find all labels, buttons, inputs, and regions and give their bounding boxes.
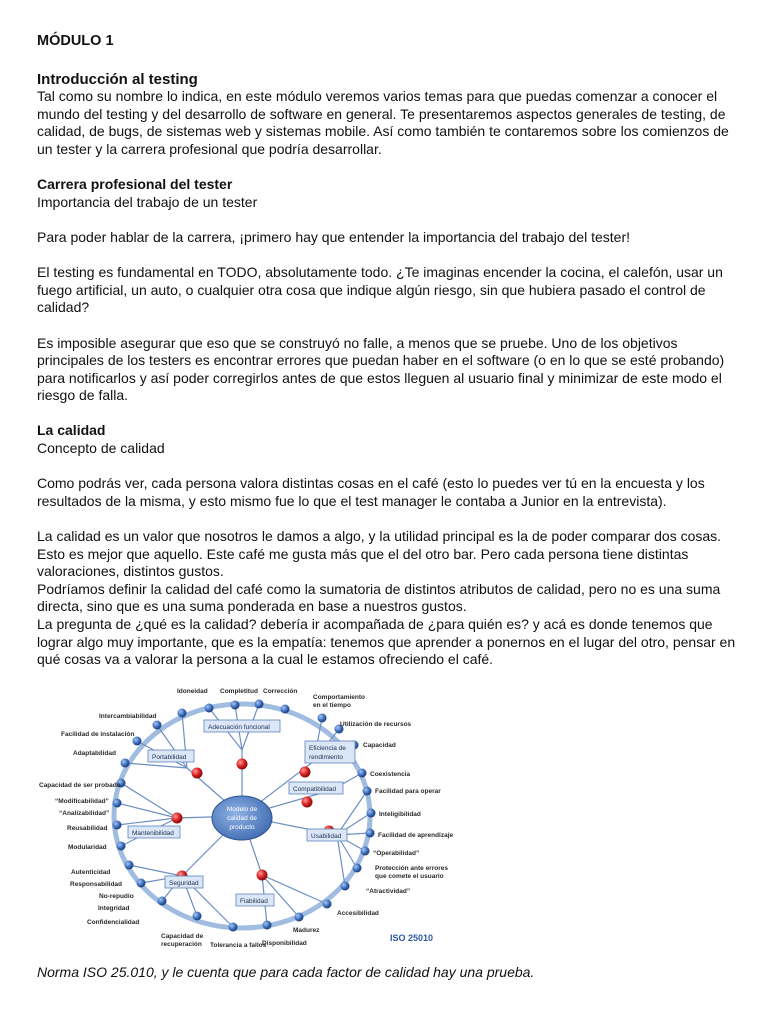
sub-label: Capacidad de <box>161 933 204 940</box>
intro-heading: Introducción al testing <box>37 70 198 88</box>
char-security: Seguridad <box>169 880 199 887</box>
sub-label: “Atractividad” <box>366 888 411 895</box>
sub-label: Facilidad de aprendizaje <box>378 832 454 839</box>
sub-label: Comportamiento <box>313 694 365 701</box>
char-reliability: Fiabilidad <box>240 898 268 905</box>
sub-label: “Operabilidad” <box>373 850 420 857</box>
sub-label: Capacidad de ser probado <box>39 782 121 789</box>
sub-label: Inteligibilidad <box>379 811 421 818</box>
document-body <box>37 33 737 669</box>
sub-label: Accesibilidad <box>337 910 379 917</box>
quality-paragraph-3: Podríamos definir la calidad del café como la sumatoria de distintos atributos de calidad, pero no es una suma directa, sino que es una suma ponderada en base a nuestros gustos. <box>37 580 721 615</box>
sub-label: Disponibilidad <box>262 940 307 947</box>
sub-label: Coexistencia <box>370 771 411 778</box>
char-performance-2: rendimiento <box>309 754 343 761</box>
center-label-1: Modelo de <box>226 806 258 813</box>
sub-label: Reusabilidad <box>67 825 108 832</box>
char-usability: Usabilidad <box>311 833 342 840</box>
sub-label: Protección ante errores <box>375 865 448 872</box>
sub-label: Integridad <box>98 905 130 912</box>
char-portability: Portabilidad <box>152 754 187 761</box>
career-heading: Carrera profesional del tester <box>37 176 233 193</box>
sub-label: que comete el usuario <box>375 873 444 880</box>
sub-label: Adaptabilidad <box>73 750 116 757</box>
sub-label: Facilidad de instalación <box>61 731 135 738</box>
career-paragraph-1: Para poder hablar de la carrera, ¡primero hay que entender la importancia del trabajo del tester! <box>37 228 630 245</box>
char-functional-suitability: Adecuación funcional <box>208 724 270 731</box>
quality-paragraph-2: La calidad es un valor que nosotros le damos a algo, y la utilidad principal es la de poder comparar dos cosas. Esto es mejor que aquello. Este café me gusta más que el del otro bar. Pero cada persona tiene distintas valoraciones, distintos gustos. <box>37 528 722 580</box>
sub-label: Tolerancia a fallos <box>210 942 267 949</box>
sub-label: Capacidad <box>363 742 396 749</box>
char-maintainability: Mantenibilidad <box>132 830 174 837</box>
sub-label: Madurez <box>293 927 320 934</box>
sub-label: Modularidad <box>68 844 107 851</box>
sub-label: Facilidad para operar <box>375 788 441 795</box>
char-performance-1: Eficiencia de <box>309 745 346 752</box>
sub-label: Intercambiabilidad <box>99 713 157 720</box>
sub-label: en el tiempo <box>313 702 351 709</box>
sub-label: Idoneidad <box>177 688 208 695</box>
sub-label: recuperación <box>161 941 202 948</box>
sub-label: Completitud <box>220 688 258 695</box>
sub-label: “Modificabilidad” <box>55 798 109 805</box>
sub-label: Utilización de recursos <box>340 721 412 728</box>
quality-subheading: Concepto de calidad <box>37 440 165 457</box>
quality-heading: La calidad <box>37 422 106 439</box>
iso-25010-diagram <box>37 683 457 953</box>
career-subheading: Importancia del trabajo de un tester <box>37 193 258 210</box>
figure-caption: Norma ISO 25.010, y le cuenta que para cada factor de calidad hay una prueba. <box>37 964 535 980</box>
char-compatibility: Compatibilidad <box>293 786 336 793</box>
sub-label: Corrección <box>263 688 298 695</box>
career-paragraph-3: Es imposible asegurar que eso que se construyó no falle, a menos que se pruebe. Uno de los objetivos principales de los testers es encontrar errores que puedan haber en el software (o en lo que se esté probando) para notificarlos y así poder corregirlos antes de que estos lleguen al usuario final y minimizar de este modo el riesgo de falla. <box>37 334 725 404</box>
sub-label: Responsabilidad <box>70 881 123 888</box>
sub-label: Autenticidad <box>71 869 111 876</box>
quality-paragraph-4: La pregunta de ¿qué es la calidad? debería ir acompañada de ¿para quién es? y acá es donde tenemos que lograr algo muy importante, que es la empatía: tenemos que aprender a ponernos en el lugar del otro, pensar en qué cosas va a valorar la persona a la cual le estamos ofreciendo el café. <box>37 616 736 668</box>
quality-paragraph-1: Como podrás ver, cada persona valora distintas cosas en el café (esto lo puedes ver tú en la encuesta y los resultados de la misma, y esto mismo fue lo que el test manager le contaba a Junior en la entrevista). <box>37 475 705 509</box>
sub-label: Confidencialidad <box>87 919 140 926</box>
career-paragraph-2: El testing es fundamental en TODO, absolutamente todo. ¿Te imaginas encender la cocina, el calefón, usar un fuego artificial, un auto, o cualquier otra cosa que indique algún riesgo, sin que hubiera pasado el control de calidad? <box>37 264 723 316</box>
center-label-3: producto <box>229 824 255 831</box>
sub-label: No-repudio <box>99 893 134 900</box>
module-title: MÓDULO 1 <box>37 33 114 49</box>
iso-diagram-svg <box>37 683 457 953</box>
intro-paragraph: Tal como su nombre lo indica, en este módulo veremos varios temas para que puedas comenzar a conocer el mundo del testing y del desarrollo de software en general. Te presentaremos aspectos generales de testing, de calidad, de bugs, de sistemas web y sistemas mobile. Así como también te contaremos sobre los comienzos de un tester y la carrera profesional que podría desarrollar. <box>37 88 729 157</box>
sub-label: “Analizabilidad” <box>59 810 110 817</box>
iso-badge: ISO 25010 <box>390 933 434 943</box>
center-label-2: calidad de <box>227 815 257 822</box>
